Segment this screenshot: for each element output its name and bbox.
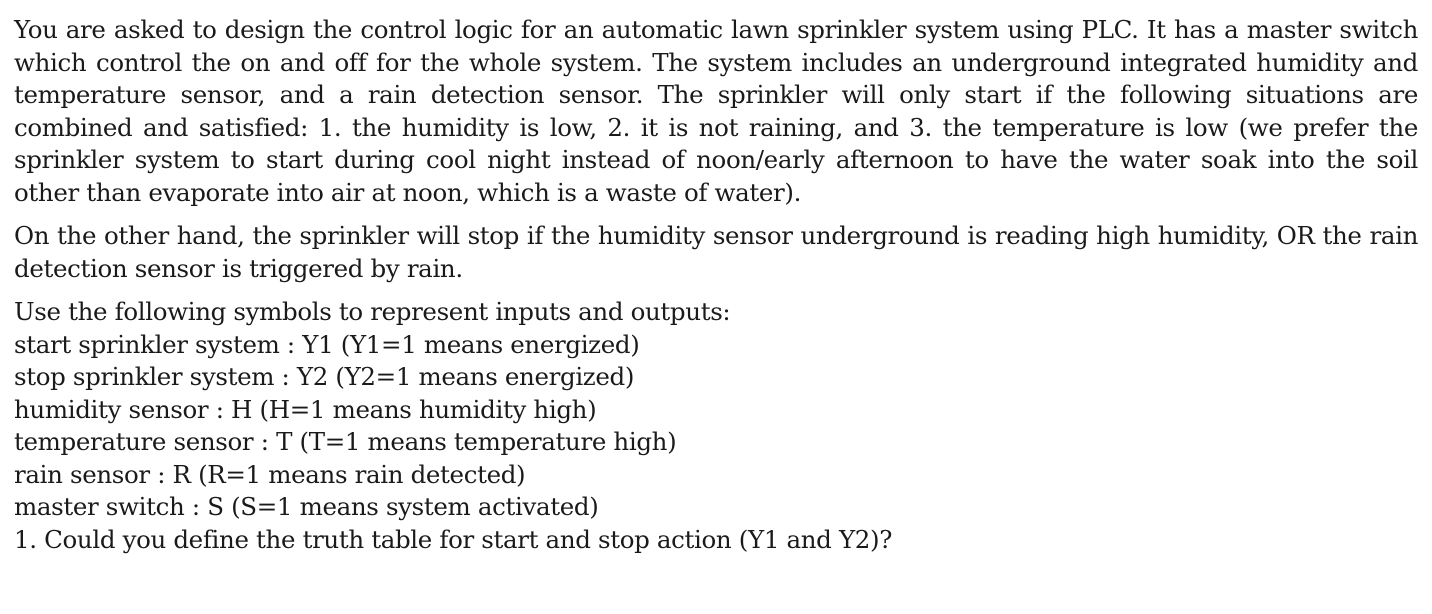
symbol-stop-sprinkler: stop sprinkler system : Y2 (Y2=1 means energized) [14, 362, 635, 391]
symbol-definitions [14, 296, 1418, 556]
stop-condition-paragraph: On the other hand, the sprinkler will stop if the humidity sensor underground is reading high humidity, OR the rain detection sensor is triggered by rain. [14, 221, 1418, 283]
symbol-temperature-sensor: temperature sensor : T (T=1 means temperature high) [14, 427, 677, 456]
symbol-humidity-sensor: humidity sensor : H (H=1 means humidity high) [14, 394, 597, 424]
symbol-rain-sensor: rain sensor : R (R=1 means rain detected) [14, 459, 526, 489]
intro-paragraph: You are asked to design the control logic for an automatic lawn sprinkler system using PLC. It has a master switch which control the on and off for the whole system. The system includes an underground integrated humidity and temperature sensor, and a rain detection sensor. The sprinkler will only start if the following situations are combined and satisfied: 1. the humidity is low, 2. it is not raining, and 3. the temperature is low (we prefer the sprinkler system to start during cool night instead of noon/early afternoon to have the water soak into the soil other than evaporate into air at noon, which is a waste of water). [14, 15, 1418, 207]
symbol-master-switch: master switch : S (S=1 means system activated) [14, 492, 599, 521]
question-1-partial: 1. Could you define the truth table for start and stop action (Y1 and Y2)? [14, 524, 893, 554]
problem-statement [14, 14, 1418, 556]
symbols-intro: Use the following symbols to represent inputs and outputs: [14, 297, 731, 326]
symbol-start-sprinkler: start sprinkler system : Y1 (Y1=1 means energized) [14, 329, 640, 359]
